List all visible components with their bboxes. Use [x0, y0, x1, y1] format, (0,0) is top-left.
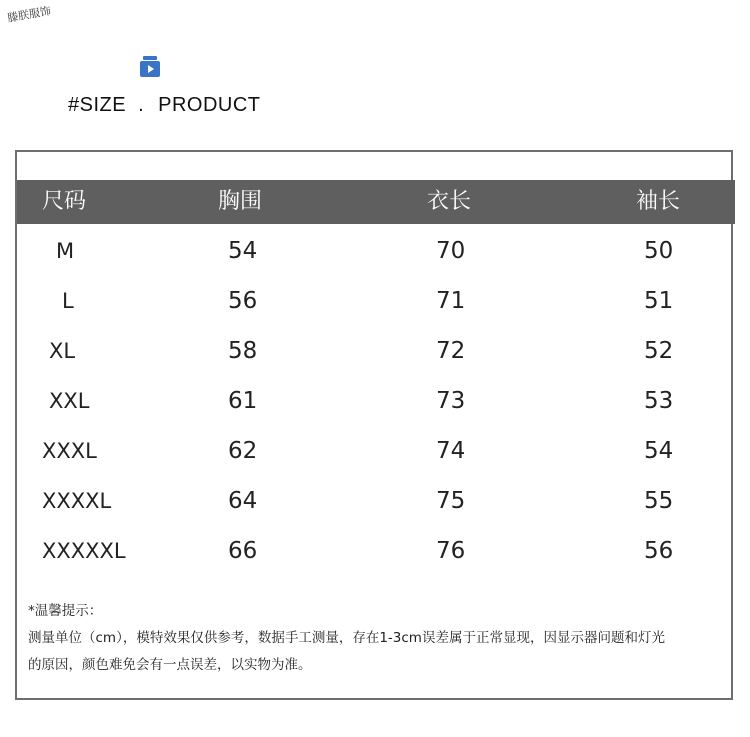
size-notes	[28, 598, 733, 679]
title-dot: .	[138, 94, 145, 116]
size-cell: XL	[49, 339, 76, 363]
length-cell: 72	[436, 338, 466, 364]
sleeve-cell: 50	[644, 238, 674, 264]
sleeve-cell: 54	[644, 438, 674, 464]
table-row	[0, 226, 750, 276]
length-cell: 76	[436, 538, 466, 564]
length-cell: 70	[436, 238, 466, 264]
sleeve-cell: 52	[644, 338, 674, 364]
chest-cell: 61	[228, 388, 258, 414]
sleeve-cell: 56	[644, 538, 674, 564]
chest-cell: 58	[228, 338, 258, 364]
table-row	[0, 376, 750, 426]
table-row	[0, 426, 750, 476]
chest-cell: 54	[228, 238, 258, 264]
title-product: PRODUCT	[158, 94, 261, 116]
title-size: #SIZE	[68, 94, 127, 116]
size-cell: XXL	[49, 389, 90, 413]
chest-cell: 56	[228, 288, 258, 314]
shop-logo-icon	[138, 56, 162, 78]
chest-cell: 66	[228, 538, 258, 564]
size-cell: XXXXL	[42, 489, 112, 513]
watermark: 滕朕服饰	[6, 4, 52, 25]
chest-cell: 64	[228, 488, 258, 514]
header-sleeve: 袖长	[636, 189, 681, 214]
table-header	[17, 180, 735, 224]
sleeve-cell: 55	[644, 488, 674, 514]
sleeve-cell: 51	[644, 288, 674, 314]
header-size: 尺码	[42, 189, 87, 214]
length-cell: 74	[436, 438, 466, 464]
notes-line: 测量单位（cm），模特效果仅供参考，数据手工测量，存在1-3cm误差属于正常显现，因显示器问题和灯光	[28, 630, 665, 646]
table-row	[0, 476, 750, 526]
size-cell: M	[56, 239, 75, 263]
header-length: 衣长	[427, 189, 472, 214]
size-cell: XXXXXL	[42, 539, 126, 563]
sleeve-cell: 53	[644, 388, 674, 414]
size-cell: XXXL	[42, 439, 97, 463]
table-row	[0, 276, 750, 326]
page-title	[68, 94, 261, 117]
size-cell: L	[62, 289, 74, 313]
header-chest: 胸围	[218, 189, 263, 214]
notes-line: 的原因，颜色难免会有一点误差，以实物为准。	[28, 657, 312, 673]
table-row	[0, 526, 750, 576]
length-cell: 73	[436, 388, 466, 414]
length-cell: 75	[436, 488, 466, 514]
length-cell: 71	[436, 288, 466, 314]
notes-title: *温馨提示：	[28, 603, 103, 619]
table-row	[0, 326, 750, 376]
chest-cell: 62	[228, 438, 258, 464]
